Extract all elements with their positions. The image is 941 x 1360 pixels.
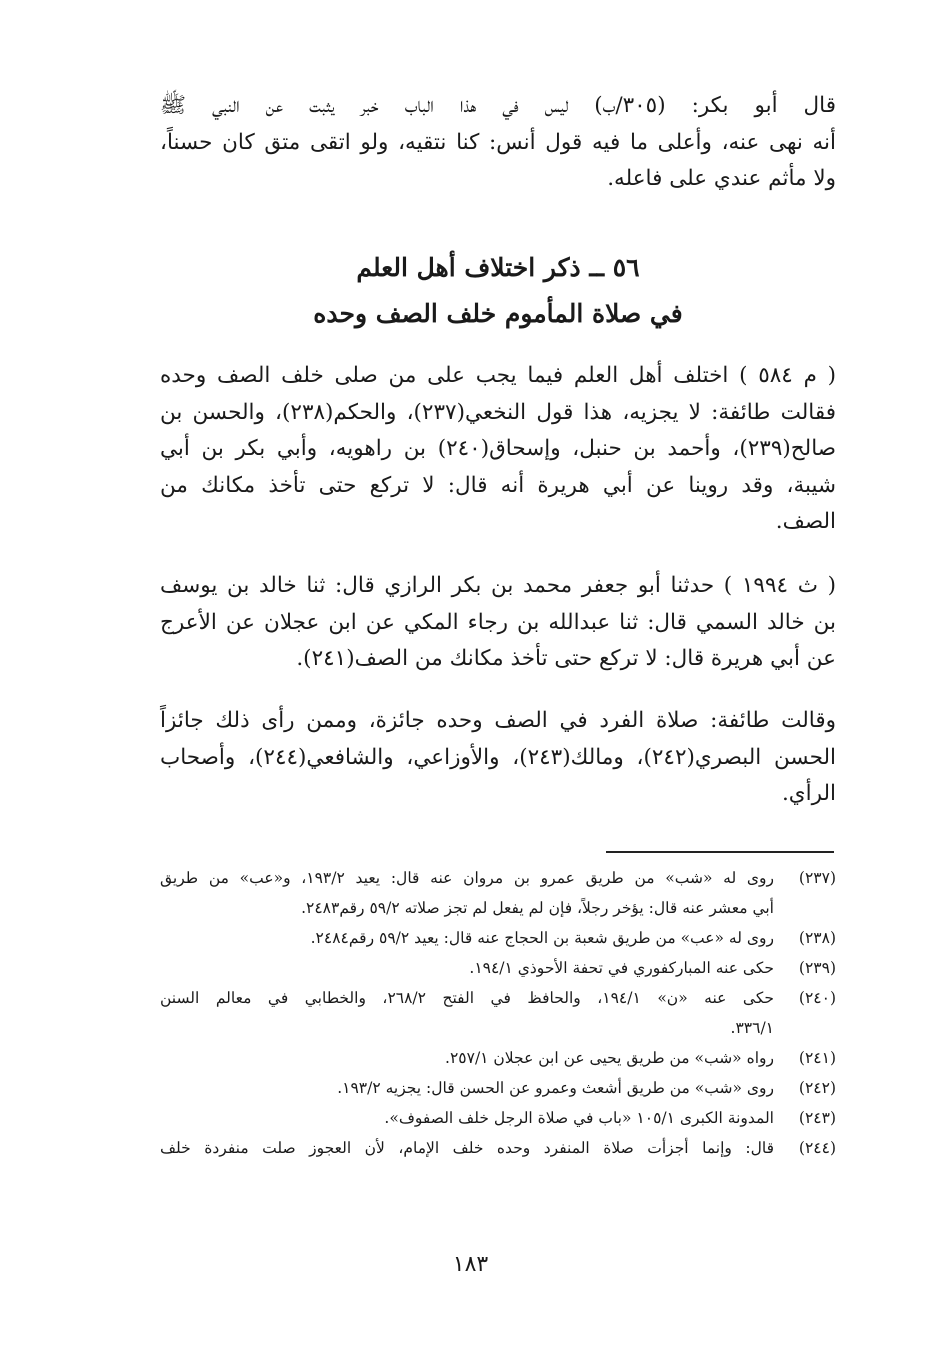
footnote-240	[160, 983, 836, 1043]
paragraph-1	[160, 358, 836, 541]
footnote-line: روى «شب» من طريق أشعث وعمرو عن الحسن قال: يجزيه ١٩٣/٢.	[337, 1079, 774, 1097]
footnote-number: (٢٤٢)	[798, 1079, 836, 1097]
footnote-text	[160, 1133, 774, 1163]
footnote-241	[160, 1043, 836, 1073]
intro-line: أنه نهى عنه، وأعلى ما فيه قول أنس: كنا نتقيه، ولو اتقى متق كان حسناً،	[160, 129, 836, 155]
footnote-238	[160, 923, 836, 953]
footnote-237	[160, 863, 836, 923]
footnote-line: حكى عنه المباركفوري في تحفة الأحوذي ١٩٤/١.	[469, 959, 774, 977]
paragraph-line: شيبة، وقد روينا عن أبي هريرة أنه قال: لا تركع حتى تأخذ مكانك من	[160, 472, 836, 498]
footnote-number: (٢٤٤)	[798, 1139, 836, 1157]
intro-line: ولا مأثم عندي على فاعله.	[607, 166, 836, 191]
footnote-separator	[606, 851, 834, 853]
footnote-text	[160, 863, 774, 923]
footnote-number: (٢٣٧)	[798, 869, 836, 887]
footnote-text	[160, 1043, 774, 1073]
paragraph-3	[160, 703, 836, 813]
paragraph-line: ( ث ١٩٩٤ ) حدثنا أبو جعفر محمد بن بكر الرازي قال: ثنا خالد بن يوسف	[160, 573, 837, 598]
heading-line-2: في صلاة المأموم خلف الصف وحده	[313, 299, 683, 328]
page-number: ١٨٣	[452, 1252, 489, 1277]
footnote-text	[160, 1073, 774, 1103]
footnote-text	[160, 953, 774, 983]
paragraph-line: بن خالد السمي قال: ثنا عبدالله بن رجاء المكي عن ابن عجلان عن الأعرج	[160, 609, 836, 635]
footnote-text	[160, 1103, 774, 1133]
paragraph-line: صالح(٢٣٩)، وأحمد بن حنبل، وإسحاق(٢٤٠) بن راهويه، وأبي بكر بن أبي	[160, 436, 836, 461]
paragraph-line: الصف.	[775, 509, 836, 534]
intro-line: قال أبو بكر: (٣٠٥/ب) ليس في هذا الباب خبر يثبت عن النبي ﷺ	[160, 93, 836, 118]
footnote-line: رواه «شب» من طريق يحيى عن ابن عجلان ٢٥٧/١.	[445, 1049, 774, 1067]
footnote-line: حكى عنه «ن» ١٩٤/١، والحافظ في الفتح ٢٦٨/٢، والخطابي في معالم السنن	[160, 989, 774, 1007]
intro-paragraph	[160, 88, 836, 198]
footnote-number: (٢٣٨)	[798, 929, 836, 947]
footnote-line: أبي معشر عنه قال: يؤخر رجلاً، فإن لم يفعل لم تجز صلاته ٥٩/٢ رقم٢٤٨٣.	[301, 899, 774, 917]
footnote-242	[160, 1073, 836, 1103]
paragraph-line: فقالت طائفة: لا يجزيه، هذا قول النخعي(٢٣٧)، والحكم(٢٣٨)، والحسن بن	[160, 399, 836, 425]
footnote-line: قال: وإنما أجزأت صلاة المنفرد وحده خلف الإمام، لأن العجوز صلت منفردة خلف	[160, 1139, 774, 1157]
footnote-239	[160, 953, 836, 983]
footnote-244	[160, 1133, 836, 1163]
paragraph-line: الحسن البصري(٢٤٢)، ومالك(٢٤٣)، والأوزاعي، والشافعي(٢٤٤)، وأصحاب	[160, 744, 836, 770]
heading-line-1: ٥٦ ــ ذكر اختلاف أهل العلم	[356, 253, 640, 282]
footnote-line: روى له «شب» من طريق عمرو بن مروان عنه قال: يعيد ١٩٣/٢، و«عب» من طريق	[160, 869, 774, 887]
footnote-number: (٢٣٩)	[798, 959, 836, 977]
footnote-line: روى له «عب» من طريق شعبة بن الحجاج عنه قال: يعيد ٥٩/٢ رقم٢٤٨٤.	[310, 929, 774, 947]
section-heading	[160, 245, 836, 337]
paragraph-2	[160, 568, 836, 678]
footnote-243	[160, 1103, 836, 1133]
footnotes	[160, 863, 836, 1163]
footnote-text	[160, 983, 774, 1043]
footnote-line: المدونة الكبرى ١٠٥/١ «باب في صلاة الرجل خلف الصفوف».	[384, 1109, 774, 1127]
paragraph-line: وقالت طائفة: صلاة الفرد في الصف وحده جائزة، وممن رأى ذلك جائزاً	[160, 708, 836, 733]
paragraph-line: ( م ٥٨٤ ) اختلف أهل العلم فيما يجب على من صلى خلف الصف وحده	[160, 363, 837, 388]
footnote-number: (٢٤٣)	[798, 1109, 836, 1127]
footnote-number: (٢٤٠)	[798, 989, 836, 1007]
footnote-text	[160, 923, 774, 953]
footnote-line: ٣٣٦/١.	[730, 1019, 774, 1037]
paragraph-line: عن أبي هريرة قال: لا تركع حتى تأخذ مكانك من الصف(٢٤١).	[296, 646, 836, 671]
footnote-number: (٢٤١)	[798, 1049, 836, 1067]
paragraph-line: الرأي.	[781, 781, 836, 806]
